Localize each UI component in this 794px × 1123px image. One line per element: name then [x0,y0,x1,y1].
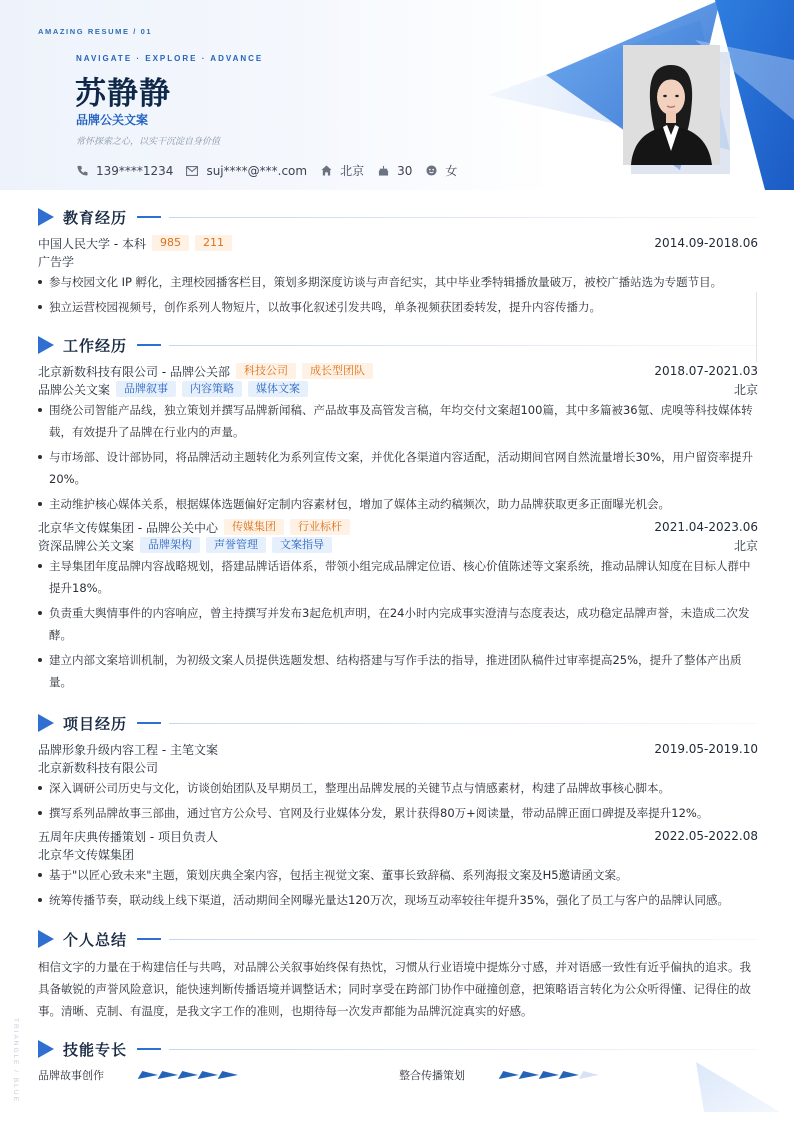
job-city: 北京 [733,382,758,397]
section-title: 教育经历 [63,208,128,227]
contact-phone [76,164,173,178]
job-1-header [38,362,758,380]
section-title: 个人总结 [63,930,128,949]
title-dash [137,1048,161,1050]
job-2-header [38,518,758,536]
company-tag: 传媒集团 [224,519,284,535]
company-name: 北京华文传媒集团 - 品牌公关中心 [38,520,218,535]
skill-name: 品牌故事创作 [38,1069,104,1082]
list-item: 撰写系列品牌故事三部曲，通过官方公众号、官网及行业媒体分发，累计获得80万+阅读量，带动品牌正面口碑提及率提升12%。 [38,802,758,824]
candidate-name: 苏静静 [75,76,171,112]
project-1-header [38,740,758,758]
triangle-icon [38,208,54,226]
role-tag: 文案指导 [272,537,332,553]
divider-line [169,1049,758,1050]
title-dash [137,344,161,346]
role-name: 品牌公关文案 [38,382,111,397]
title-dash [137,216,161,218]
age-value: 30 [397,163,413,178]
skills-section [38,1038,758,1083]
list-item: 主动维护核心媒体关系，根据媒体选题偏好定制内容素材包，增加了媒体主动约稿频次，助力品牌获取更多正面曝光机会。 [38,493,758,515]
skills-heading [38,1038,758,1060]
tag-985: 985 [152,235,189,251]
role-tag: 声誉管理 [206,537,266,553]
company-tag: 科技公司 [236,363,296,379]
project-org: 北京华文传媒集团 [38,847,135,862]
corner-tag: AMAZING RESUME / 01 [38,27,153,36]
project-2-org-row [38,845,758,863]
role-tag: 媒体文案 [248,381,308,397]
job-2-role-row [38,536,758,554]
project-1-org-row [38,758,758,776]
divider-line [169,939,758,940]
contact-age [377,164,412,178]
cake-icon [377,165,389,177]
footer-triangle-decoration [690,1060,794,1123]
job-title: 品牌公关文案 [76,113,149,127]
company-name: 北京新数科技有限公司 - 品牌公关部 [38,364,230,379]
skills-list [38,1067,758,1083]
work-section [38,334,758,696]
list-item: 主导集团年度品牌内容战略规划，搭建品牌话语体系，带领小组完成品牌定位语、核心价值陈述等文案系统，推动品牌认知度在目标人群中提升18%。 [38,555,758,599]
skill-item [399,1067,601,1083]
role-name: 资深品牌公关文案 [38,538,135,553]
list-item: 参与校园文化 IP 孵化，主理校园播客栏目，策划多期深度访谈与声音纪实，其中毕业季特辑播放量破万，被校广播站选为专题节目。 [38,271,758,293]
company-tag: 行业标杆 [290,519,350,535]
triangle-icon [38,1040,54,1058]
side-label: TRIANGLE / BLUE [12,1018,19,1103]
job-city: 北京 [733,538,758,553]
summary-section [38,928,758,1022]
gender-icon [425,165,437,177]
motto: 常怀探索之心，以实干沉淀自身价值 [76,137,221,147]
project-org: 北京新数科技有限公司 [38,760,159,775]
mail-icon [186,165,198,177]
triangle-icon [38,714,54,732]
major-row [38,252,758,270]
education-heading [38,206,758,228]
summary-heading [38,928,758,950]
phone-value: 139****1234 [96,163,174,178]
school-name: 中国人民大学 - 本科 [38,236,146,251]
job-2-bullets [38,555,758,693]
project-1-bullets [38,777,758,824]
job-1-bullets [38,399,758,515]
list-item: 基于"以匠心致未来"主题，策划庆典全案内容，包括主视觉文案、董事长致辞稿、系列海报文案及H5邀请函文案。 [38,864,758,886]
summary-text: 相信文字的力量在于构建信任与共鸣，对品牌公关叙事始终保有热忱，习惯从行业语境中提炼分寸感，并对语感一致性有近乎偏执的追求。我具备敏锐的声誉风险意识，能快速判断传播语境并调整话术；同时享受在跨部门协作中碰撞创意，把策略语言转化为公众听得懂、记得住的故事。清晰、克制、有温度，是我文字工作的准则，也期待每一次发声都能为品牌沉淀真实的好感。 [38,960,751,1018]
project-2-header [38,827,758,845]
skill-level-arrows [140,1071,240,1079]
job-1-role-row [38,380,758,398]
email-value: suj****@***.com [206,163,308,178]
gender-value: 女 [445,164,458,178]
education-row [38,234,758,252]
project-date: 2022.05-2022.08 [654,829,758,843]
skill-level-arrows [501,1071,601,1079]
triangle-icon [38,930,54,948]
list-item: 统筹传播节奏，联动线上线下渠道，活动期间全网曝光量达120万次，现场互动率较往年提升35%，强化了员工与客户的品牌认同感。 [38,889,758,911]
home-icon [320,165,332,177]
title-dash [137,722,161,724]
list-item: 围绕公司智能产品线，独立策划并撰写品牌新闻稿、产品故事及高管发言稿，年均交付文案超100篇，其中多篇被36氪、虎嗅等科技媒体转载，有效提升了品牌在行业内的声量。 [38,399,758,443]
divider-line [169,217,758,218]
job-date: 2018.07-2021.03 [654,364,758,378]
education-bullets [38,271,758,318]
major: 广告学 [38,254,75,269]
project-name: 品牌形象升级内容工程 - 主笔文案 [38,742,218,757]
role-tag: 内容策略 [182,381,242,397]
skill-item [38,1067,399,1083]
role-tag: 品牌架构 [140,537,200,553]
contact-email [186,164,307,178]
skill-name: 整合传播策划 [399,1069,465,1082]
work-heading [38,334,758,356]
project-date: 2019.05-2019.10 [654,742,758,756]
header-tagline: NAVIGATE · EXPLORE · ADVANCE [76,54,264,63]
role-tag: 品牌叙事 [116,381,176,397]
section-title: 工作经历 [63,336,128,355]
job-date: 2021.04-2023.06 [654,520,758,534]
education-date: 2014.09-2018.06 [654,236,758,250]
projects-section [38,712,758,914]
section-title: 技能专长 [63,1040,128,1059]
profile-photo [623,45,720,165]
section-title: 项目经历 [63,714,128,733]
projects-heading [38,712,758,734]
contact-gender [425,162,457,179]
contact-row [76,162,470,179]
project-name: 五周年庆典传播策划 - 项目负责人 [38,829,218,844]
contact-city [320,162,364,179]
list-item: 建立内部文案培训机制，为初级文案人员提供选题发想、结构搭建与写作手法的指导，推进团队稿件过审率提高25%，提升了整体产出质量。 [38,649,758,693]
divider-line [169,345,758,346]
education-section [38,206,758,321]
title-dash [137,938,161,940]
list-item: 独立运营校园视频号，创作系列人物短片，以故事化叙述引发共鸣，单条视频获团委转发，提升内容传播力。 [38,296,758,318]
project-2-bullets [38,864,758,911]
tag-211: 211 [195,235,232,251]
list-item: 与市场部、设计部协同，将品牌活动主题转化为系列宣传文案，并优化各渠道内容适配，活动期间官网自然流量增长30%，用户留资率提升20%。 [38,446,758,490]
list-item: 负责重大舆情事件的内容响应，曾主持撰写并发布3起危机声明，在24小时内完成事实澄清与态度表达，成功稳定品牌声誉，未造成二次发酵。 [38,602,758,646]
company-tag: 成长型团队 [302,363,373,379]
divider-line [169,723,758,724]
triangle-icon [38,336,54,354]
list-item: 深入调研公司历史与文化，访谈创始团队及早期员工，整理出品牌发展的关键节点与情感素材，构建了品牌故事核心脚本。 [38,777,758,799]
city-value: 北京 [340,164,365,178]
phone-icon [76,165,88,177]
